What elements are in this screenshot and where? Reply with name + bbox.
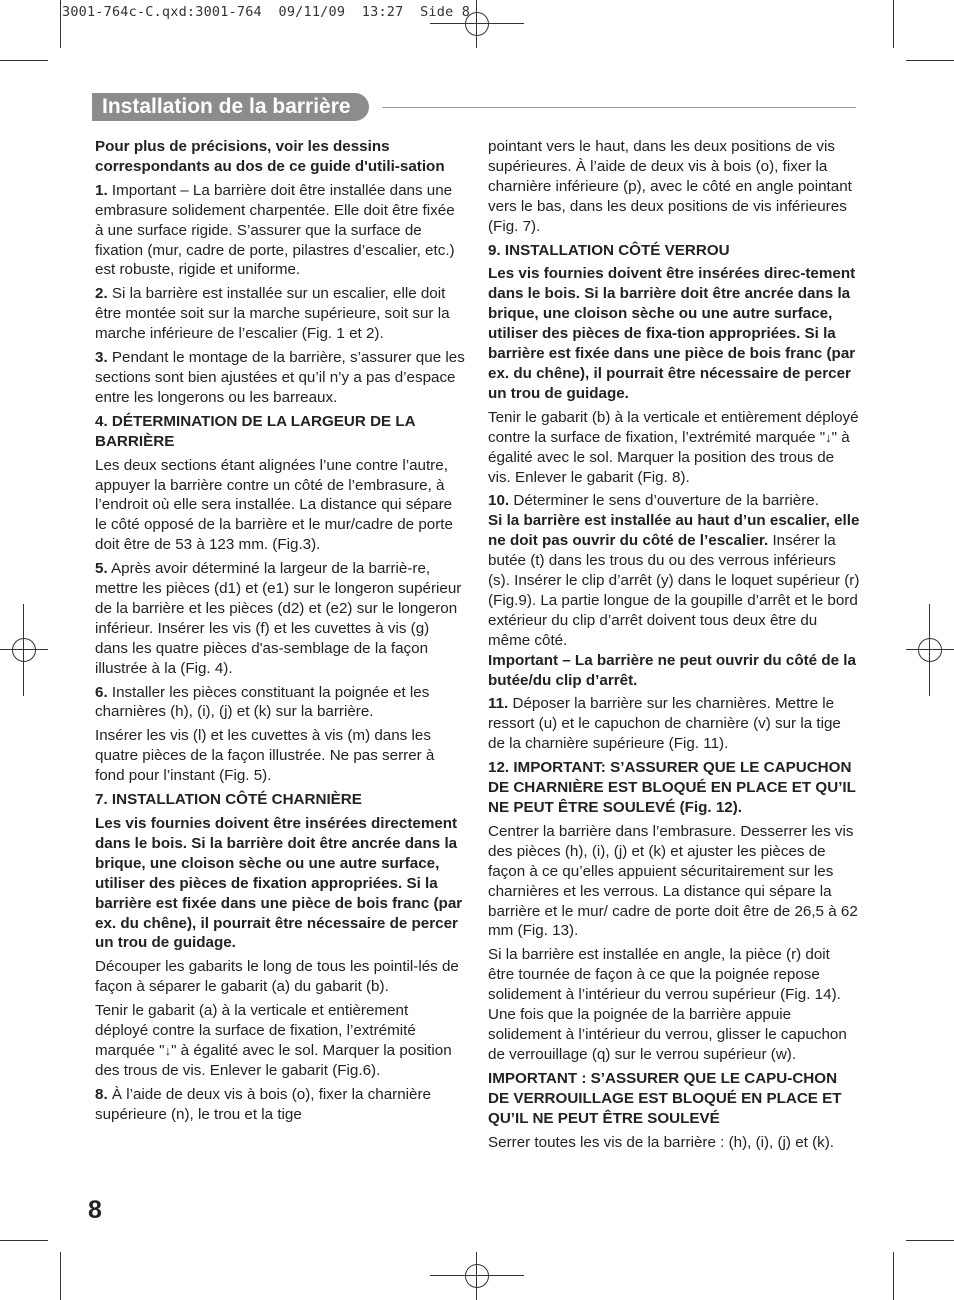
crop-mark-top-left-h [0,60,48,61]
step-10-rest: Insérer la butée (t) dans les trous du ou des verrous inférieurs (s). Insérer le clip d’arrêt (y) dans le loquet supérieur (r) (Fig.9). La partie longue de la goupille d’arrêt et le bord extérieur du clip d’arrêt doivent tous deux être du même côté. [488,532,860,649]
step-7-text-a: Découper les gabarits le long de tous les pointil-lés de façon à séparer le gabarit (a) du gabarit (b). [95,958,459,996]
step-7-heading: 7. INSTALLATION CÔTÉ CHARNIÈRE [95,791,362,809]
final-warning: IMPORTANT : S’ASSURER QUE LE CAPU-CHON DE VERROUILLAGE EST BLOQUÉ EN PLACE ET QU’IL NE PEUT ÊTRE SOULEVÉ [488,1069,842,1127]
registration-mark-top [465,12,489,36]
step-number: 2. [95,285,108,303]
step-text: Installer les pièces constituant la poignée et les charnières (h), (i), (j) et (k) sur la barrière. [95,683,430,721]
registration-mark-left [12,638,36,662]
registration-mark-right [918,638,942,662]
step-number: 6. [95,683,108,701]
step-8 [95,1085,465,1125]
step-number: 11. [488,695,509,713]
step-10 [488,491,860,690]
step-4-text: Les deux sections étant alignées l’une contre l’autre, appuyer la barrière contre un côté de l’embrasure, à l’endroit où elle sera installée. La distance qui sépare le côté opposé de la barrière et le mur/cadre de porte doit être de 53 à 123 mm. (Fig.3). [95,456,453,554]
step-9-warning: Les vis fournies doivent être insérées direc-tement dans le bois. Si la barrière doit être ancrée dans la brique, une cloison sèche ou une autre surface, utiliser des pièces de fixa-tion appropriées. Si la barrière est fixée dans une pièce de bois franc (par ex. du chêne), il pourrait être nécessaire de percer un trou de guidage. [488,265,856,402]
right-column [488,137,860,1156]
left-column [95,137,465,1129]
arrow-down-icon: ↓ [164,1042,172,1058]
step-7-warning: Les vis fournies doivent être insérées directement dans le bois. Si la barrière doit être ancrée dans la brique, une cloison sèche ou une autre surface, utiliser des pièces de fixation appropriées. Si la barrière est fixée dans une pièce de bois franc (par ex. du chêne), il pourrait être nécessaire de percer un trou de guidage. [95,815,463,952]
page-number: 8 [88,1196,102,1224]
step-9-text [488,408,860,488]
print-slug: 3001-764c-C.qxd:3001-764 09/11/09 13:27 Side 8 [62,4,471,20]
crop-mark-top-right-h [906,60,954,61]
step-number: 8. [95,1085,108,1103]
text-segment: Tenir le gabarit (b) à la verticale et entièrement déployé contre la surface de fixation, l’extrémité marquée " [488,408,859,446]
step-10-important: Important – La barrière ne peut ouvrir du côté de la butée/du clip d’arrêt. [488,651,856,689]
crop-mark-top-right-v [893,0,894,48]
step-1 [95,181,465,281]
step-8-continued: pointant vers le haut, dans les deux positions de vis supérieures. À l’aide de deux vis à bois (o), fixer la charnière inférieure (p), avec le côté en angle pointant vers le bas, dans les deux positions de vis inférieures (Fig. 7). [488,138,852,235]
step-4-heading: 4. DÉTERMINATION DE LA LARGEUR DE LA BARRIÈRE [95,412,416,450]
registration-mark-top-v [476,0,477,48]
registration-mark-left-h [0,649,48,650]
step-6 [95,683,465,723]
page-title: Installation de la barrière [92,93,369,121]
step-text: Si la barrière est installée sur un escalier, elle doit être montée soit sur la marche supérieure, soit sur la marche inférieure de l’escalier (Fig. 1 et 2). [95,285,450,343]
step-number: 1. [95,181,108,199]
step-number: 5. [95,560,108,578]
final-instruction: Serrer toutes les vis de la barrière : (h), (i), (j) et (k). [488,1133,835,1151]
crop-mark-bottom-right-v [893,1252,894,1300]
registration-mark-top-h [430,23,524,24]
text-segment: " à égalité avec le sol. Marquer la position des trous de vis. Enlever le gabarit (Fig. 8). [488,428,850,486]
crop-mark-bottom-left-v [60,1252,61,1300]
step-text: Pendant le montage de la barrière, s’assurer que les sections sont bien ajustées et qu’il n’y a pas d’espace entre les longerons ou les barreaux. [95,349,465,406]
step-2 [95,284,465,344]
registration-mark-right-h [906,649,954,650]
registration-mark-right-v [929,604,930,696]
step-text: Déterminer le sens d’ouverture de la barrière. [509,492,819,510]
text-segment: Tenir le gabarit (a) à la verticale et entièrement déployé contre la surface de fixation, l’extrémité marquée " [95,1002,416,1059]
registration-mark-bottom-h [430,1275,524,1276]
section-header [92,93,856,123]
step-3 [95,348,465,408]
step-text: À l’aide de deux vis à bois (o), fixer la charnière supérieure (n), le trou et la tige [95,1085,431,1123]
step-number: 3. [95,349,108,367]
crop-mark-top-left-v [60,0,61,48]
step-7-text-b [95,1001,465,1081]
step-text: Déposer la barrière sur les charnières. Mettre le ressort (u) et le capuchon de charnière (v) sur la tige de la charnière supérieure (Fig. 11). [488,695,841,753]
crop-mark-bottom-left-h [0,1240,48,1241]
registration-mark-bottom-v [476,1252,477,1300]
step-text: Après avoir déterminé la largeur de la barriè-re, mettre les pièces (d1) et (e1) sur le longeron supérieur de la barrière et les pièces (d2) et (e2) sur le longeron inférieur. Insérer les vis (f) et les cuvettes à vis (g) dans les quatre pièces d'as-semblage de la façon illustrée à la (Fig. 4). [95,560,462,677]
step-number: 10. [488,492,510,510]
step-text: Important – La barrière doit être installée dans une embrasure solidement charpentée. Elle doit être fixée à une surface rigide. S’assurer que la surface de fixation (mur, cadre de porte, pilastres d’escalier, etc.) est robuste, rigide et uniforme. [95,181,455,279]
step-12-heading: 12. IMPORTANT: S’ASSURER QUE LE CAPUCHON DE CHARNIÈRE EST BLOQUÉ EN PLACE ET QU’IL NE PEUT ÊTRE SOULEVÉ (Fig. 12). [488,759,856,816]
registration-mark-left-v [23,604,24,696]
intro-note: Pour plus de précisions, voir les dessins correspondants au dos de ce guide d'utili-sation [95,138,445,175]
registration-mark-bottom [465,1264,489,1288]
header-rule [382,107,856,108]
step-12-text-a: Centrer la barrière dans l’embrasure. Desserrer les vis des pièces (h), (i), (j) et (k) et ajuster les pièces de façon à ce qu’elles appuient sécuritairement sur les charnières et les verrous. La distance qui sépare la barrière et le mur/ cadre de porte doit être de 26,5 à 62 mm (Fig. 13). [488,822,858,940]
step-6-continued: Insérer les vis (l) et les cuvettes à vis (m) dans les quatre pièces de la façon illustrée. Ne pas serrer à fond pour l’instant (Fig. 5). [95,727,435,785]
step-9-heading: 9. INSTALLATION CÔTÉ VERROU [488,241,730,259]
crop-mark-bottom-right-h [906,1240,954,1241]
step-11 [488,694,860,754]
arrow-down-icon: ↓ [825,429,832,445]
text-segment: " à égalité avec le sol. Marquer la position des trous de vis. Enlever le gabarit (Fig.6). [95,1041,452,1079]
step-10-warning: Si la barrière est installée au haut d’un escalier, elle ne doit pas ouvrir du côté de l’escalier. [488,512,860,550]
step-5 [95,559,465,678]
step-12-text-b: Si la barrière est installée en angle, la pièce (r) doit être tournée de façon à ce que la poignée repose solidement à l’intérieur du verrou supérieur (Fig. 14). Une fois que la poignée de la barrière appuie solidement à l’intérieur du verrou, glisser le capuchon de verrouillage (q) sur le verrou supérieur (w). [488,946,847,1063]
